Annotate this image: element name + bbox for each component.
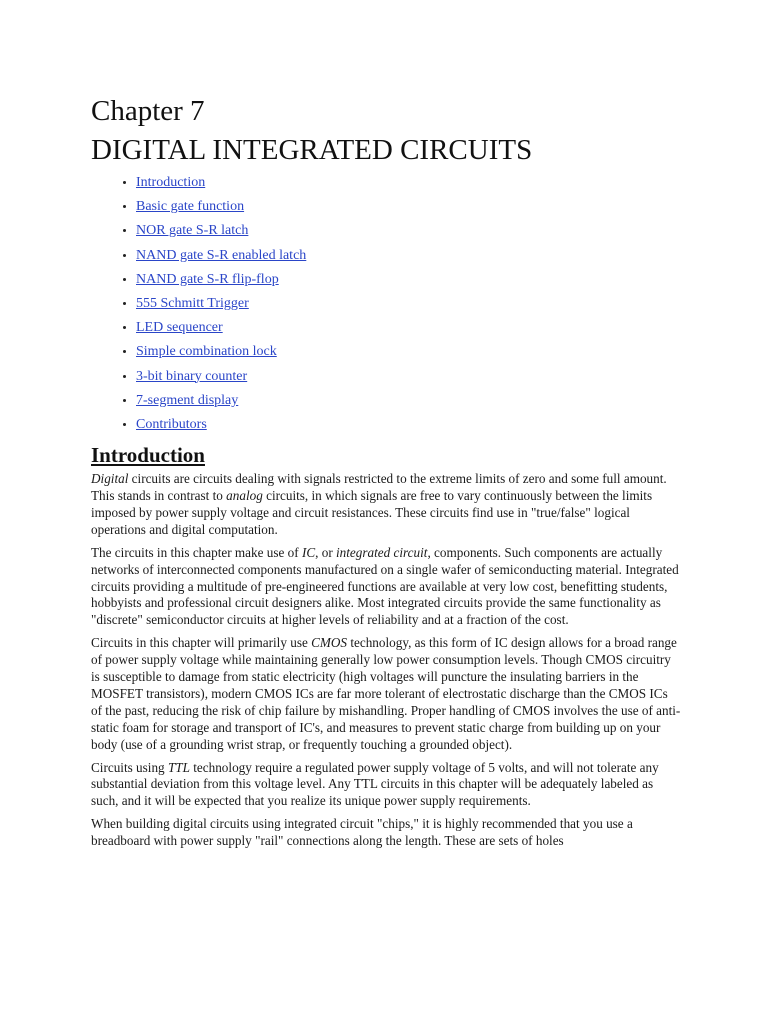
paragraph-integrated-circuits: The circuits in this chapter make use of IC, or integrated circuit, components. Such components are actually networks of interconnected components manufactured on a single wafer of semiconducting material. Integrated circuits providing a multitude of pre-engineered functions are available at very low cost, benefitting students, hobbyists and professional circuit designers alike. Most integrated circuits provide the same functionality as "discrete" semiconductor circuits at higher levels of reliability and at a fraction of the cost.	[91, 544, 679, 628]
chapter-title: DIGITAL INTEGRATED CIRCUITS	[91, 134, 533, 166]
toc-item	[136, 343, 681, 367]
toc-item	[136, 295, 681, 319]
toc-item	[136, 319, 681, 343]
toc-link-simple-combination-lock[interactable]: Simple combination lock	[136, 344, 277, 360]
toc-item	[136, 174, 681, 198]
term-integrated-circuit: integrated circuit	[336, 544, 428, 560]
toc-item	[136, 222, 681, 246]
toc-link-7-segment-display[interactable]: 7-segment display	[136, 392, 239, 408]
term-analog: analog	[226, 487, 263, 503]
term-cmos: CMOS	[311, 635, 348, 651]
toc-item	[136, 392, 681, 416]
toc-link-nor-gate-sr-latch[interactable]: NOR gate S-R latch	[136, 223, 249, 239]
table-of-contents	[91, 174, 681, 440]
toc-item	[136, 368, 681, 392]
toc-item	[136, 416, 681, 440]
term-ic: IC	[301, 544, 316, 560]
toc-item	[136, 247, 681, 271]
toc-link-nand-gate-sr-enabled-latch[interactable]: NAND gate S-R enabled latch	[136, 247, 307, 263]
paragraph-ttl: Circuits using TTL technology require a regulated power supply voltage of 5 volts, and will not tolerate any substantial deviation from this voltage level. Any TTL circuits in this chapter will be adequately labeled as such, and it will be expected that you realize its unique power supply requirements.	[91, 759, 659, 809]
toc-link-nand-gate-sr-flip-flop[interactable]: NAND gate S-R flip-flop	[136, 271, 279, 287]
term-digital: Digital	[91, 471, 129, 487]
toc-link-basic-gate-function[interactable]: Basic gate function	[136, 199, 245, 215]
toc-link-introduction[interactable]: Introduction	[136, 175, 206, 190]
toc-link-led-sequencer[interactable]: LED sequencer	[136, 320, 223, 336]
toc-link-contributors[interactable]: Contributors	[136, 416, 207, 432]
paragraph-breadboard: When building digital circuits using integrated circuit "chips," it is highly recommended that you use a breadboard with power supply "rail" connections along the length. These are sets of holes	[91, 816, 633, 849]
paragraph-digital-circuits: Digital circuits are circuits dealing with signals restricted to the extreme limits of zero and some full amount. This stands in contrast to analog circuits, in which signals are free to vary continuously between the limits imposed by power supply voltage and circuit resistances. These circuits find use in "true/false" logical operations and digital computation.	[91, 471, 667, 537]
toc-item	[136, 198, 681, 222]
section-heading-introduction: Introduction	[91, 443, 205, 468]
document-page	[91, 94, 681, 856]
toc-item	[136, 271, 681, 295]
term-ttl: TTL	[167, 759, 190, 775]
toc-link-3-bit-binary-counter[interactable]: 3-bit binary counter	[136, 368, 248, 384]
toc-link-555-schmitt-trigger[interactable]: 555 Schmitt Trigger	[136, 295, 249, 311]
chapter-number: Chapter 7	[91, 95, 205, 127]
paragraph-cmos: Circuits in this chapter will primarily use CMOS technology, as this form of IC design allows for a broad range of power supply voltage while maintaining generally low power consumption levels. Though CMOS circuitry is susceptible to damage from static electricity (high voltages will puncture the insulating barriers in the MOSFET transistors), modern CMOS ICs are far more tolerant of electrostatic discharge than the CMOS ICs of the past, reducing the risk of chip failure by mishandling. Proper handling of CMOS involves the use of anti-static foam for storage and transport of IC's, and measures to prevent static charge from building up on your body (use of a grounding wrist strap, or frequently touching a grounded object).	[91, 635, 681, 752]
